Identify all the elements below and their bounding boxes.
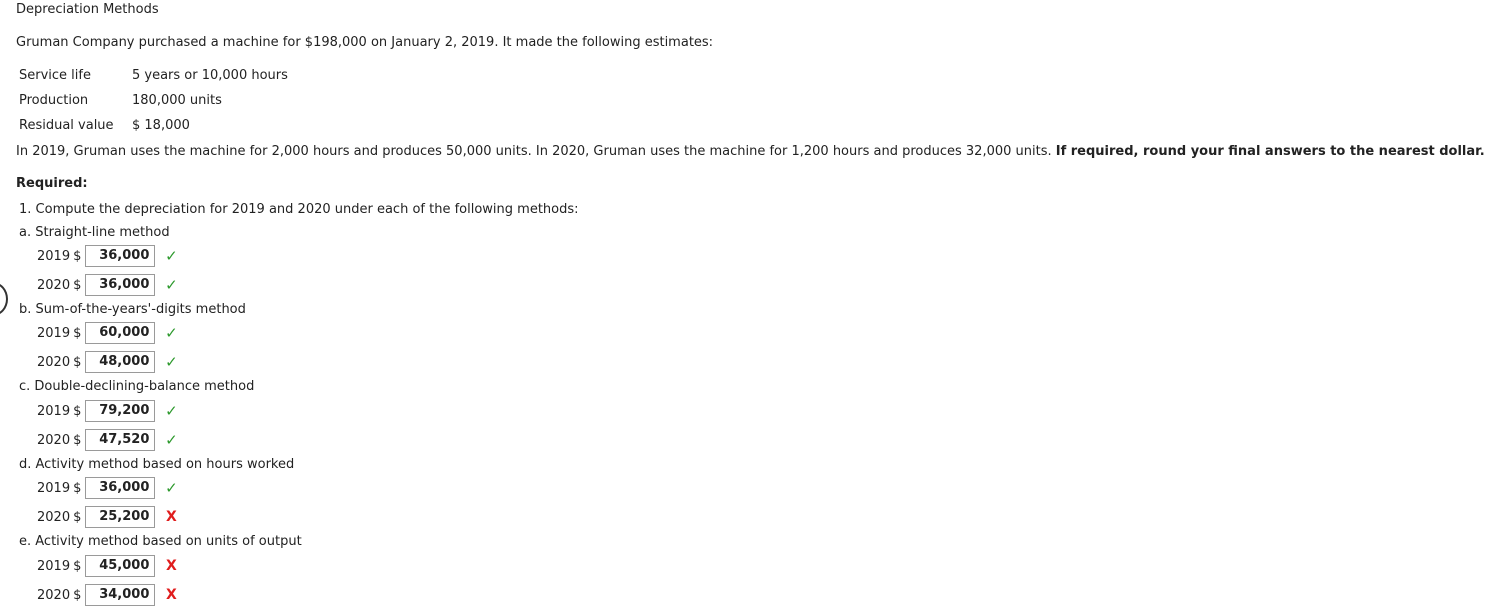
answer-input[interactable]: 36,000 xyxy=(85,274,155,296)
scenario-text xyxy=(16,144,1485,159)
year-label: 2020 xyxy=(37,277,71,293)
estimate-row-residual-value xyxy=(19,113,288,138)
problem-intro: Gruman Company purchased a machine for $198,000 on January 2, 2019. It made the following estimates: xyxy=(16,35,714,50)
currency-symbol: $ xyxy=(73,325,82,341)
edge-circle-decoration xyxy=(0,282,8,316)
year-label: 2020 xyxy=(37,432,71,448)
answer-row xyxy=(37,273,179,297)
currency-symbol: $ xyxy=(73,403,82,419)
method-label-units-of-output: e. Activity method based on units of output xyxy=(19,534,302,549)
year-label: 2019 xyxy=(37,248,71,264)
answer-row xyxy=(37,554,179,578)
answer-row xyxy=(37,505,179,529)
currency-symbol: $ xyxy=(73,432,82,448)
answer-row xyxy=(37,476,179,500)
question-1: 1. Compute the depreciation for 2019 and 2020 under each of the following methods: xyxy=(19,202,579,217)
currency-symbol: $ xyxy=(73,354,82,370)
year-label: 2019 xyxy=(37,325,71,341)
answer-input[interactable]: 47,520 xyxy=(85,429,155,451)
currency-symbol: $ xyxy=(73,248,82,264)
method-label-straight-line: a. Straight-line method xyxy=(19,225,170,240)
currency-symbol: $ xyxy=(73,587,82,603)
answer-row xyxy=(37,321,179,345)
answer-input[interactable]: 34,000 xyxy=(85,584,155,606)
answer-input[interactable]: 60,000 xyxy=(85,322,155,344)
check-icon: ✓ xyxy=(165,247,178,265)
answer-input[interactable]: 36,000 xyxy=(85,245,155,267)
required-heading: Required: xyxy=(16,176,88,191)
year-label: 2019 xyxy=(37,403,71,419)
year-label: 2020 xyxy=(37,509,71,525)
answer-row xyxy=(37,244,179,268)
year-label: 2019 xyxy=(37,480,71,496)
year-label: 2020 xyxy=(37,354,71,370)
method-label-double-declining-balance: c. Double-declining-balance method xyxy=(19,379,255,394)
answer-row xyxy=(37,428,179,452)
currency-symbol: $ xyxy=(73,509,82,525)
x-icon: X xyxy=(165,587,177,603)
answer-input[interactable]: 79,200 xyxy=(85,400,155,422)
check-icon: ✓ xyxy=(165,324,178,342)
answer-row xyxy=(37,583,179,607)
year-label: 2020 xyxy=(37,587,71,603)
scenario-body: In 2019, Gruman uses the machine for 2,000 hours and produces 50,000 units. In 2020, Gruman uses the machine for 1,200 hours and produces 32,000 units. xyxy=(16,144,1056,159)
check-icon: ✓ xyxy=(165,276,178,294)
estimate-label: Service life xyxy=(19,68,91,83)
method-label-sum-of-years-digits: b. Sum-of-the-years'-digits method xyxy=(19,302,246,317)
estimate-value: $ 18,000 xyxy=(132,118,190,133)
estimate-label: Residual value xyxy=(19,118,114,133)
x-icon: X xyxy=(165,509,177,525)
check-icon: ✓ xyxy=(165,353,178,371)
answer-input[interactable]: 36,000 xyxy=(85,477,155,499)
check-icon: ✓ xyxy=(165,479,178,497)
currency-symbol: $ xyxy=(73,480,82,496)
method-label-hours-worked: d. Activity method based on hours worked xyxy=(19,457,295,472)
answer-input[interactable]: 48,000 xyxy=(85,351,155,373)
check-icon: ✓ xyxy=(165,402,178,420)
estimate-label: Production xyxy=(19,93,89,108)
currency-symbol: $ xyxy=(73,558,82,574)
estimate-row-production xyxy=(19,88,288,113)
answer-input[interactable]: 25,200 xyxy=(85,506,155,528)
estimate-value: 5 years or 10,000 hours xyxy=(132,68,288,83)
answer-row xyxy=(37,399,179,423)
rounding-instruction: If required, round your final answers to the nearest dollar. xyxy=(1055,144,1485,159)
answer-input[interactable]: 45,000 xyxy=(85,555,155,577)
x-icon: X xyxy=(165,558,177,574)
answer-row xyxy=(37,350,179,374)
currency-symbol: $ xyxy=(73,277,82,293)
estimate-row-service-life xyxy=(19,63,288,88)
estimates-table xyxy=(19,63,288,138)
year-label: 2019 xyxy=(37,558,71,574)
check-icon: ✓ xyxy=(165,431,178,449)
estimate-value: 180,000 units xyxy=(132,93,222,108)
page-title: Depreciation Methods xyxy=(16,2,159,17)
